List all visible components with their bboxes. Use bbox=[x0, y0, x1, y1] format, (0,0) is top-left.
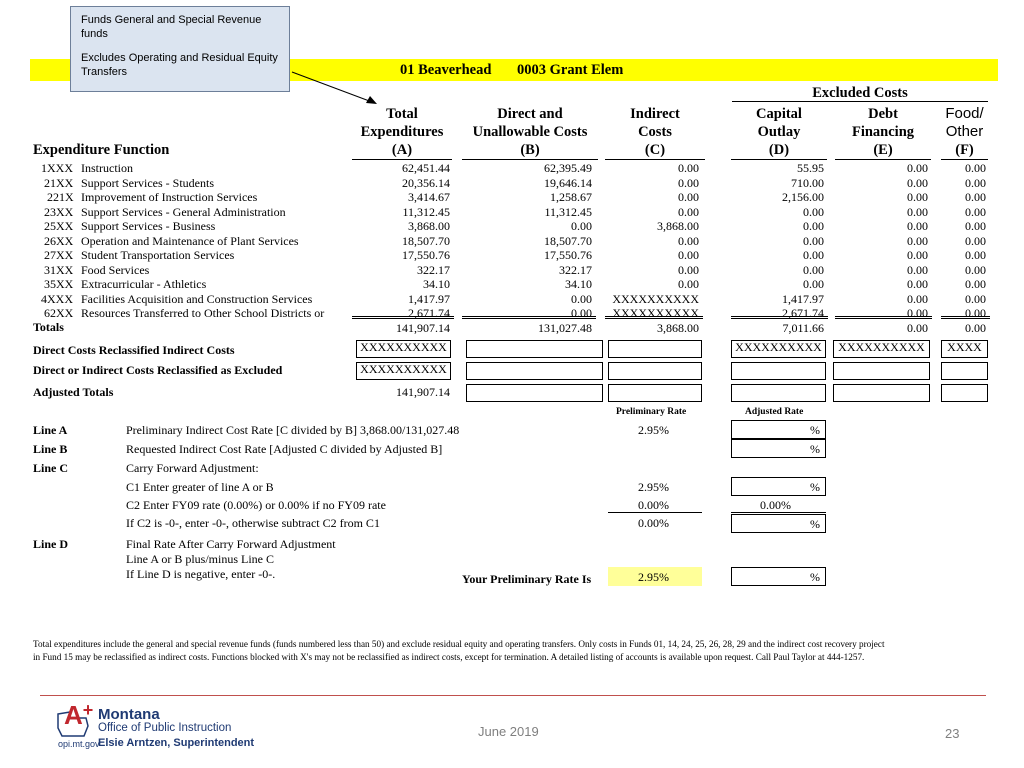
debt-financing-header-3: (E) bbox=[873, 142, 893, 158]
callout-note bbox=[70, 6, 290, 92]
line-d2-text: Line A or B plus/minus Line C bbox=[126, 552, 275, 566]
line-c1-text: C1 Enter greater of line A or B bbox=[126, 480, 274, 494]
row-value-e: 0.00 bbox=[907, 204, 928, 219]
direct-unallowable-header-rule bbox=[462, 159, 598, 160]
reclass-excluded-a-blocked: XXXXXXXXXX bbox=[356, 362, 451, 380]
adjusted-rate-header: Adjusted Rate bbox=[745, 407, 804, 417]
row-code: 26XX bbox=[44, 233, 74, 248]
direct-unallowable-header-2: Unallowable Costs bbox=[472, 124, 588, 140]
row-value-e: 0.00 bbox=[907, 277, 928, 291]
row-value-c: 0.00 bbox=[678, 248, 699, 262]
row-value-b: 11,312.45 bbox=[544, 204, 592, 219]
indirect-costs-header-1: Indirect bbox=[630, 106, 680, 122]
line-c2-text: C2 Enter FY09 rate (0.00%) or 0.00% if no FY09 rate bbox=[126, 498, 386, 512]
reclass-excluded-f-input[interactable] bbox=[941, 362, 988, 380]
line-c2-rate: 0.00% bbox=[638, 498, 669, 512]
row-code: 21XX bbox=[44, 175, 74, 190]
row-code: 23XX bbox=[44, 204, 74, 219]
debt-financing-header-1: Debt bbox=[868, 106, 898, 122]
totals-rule-f bbox=[941, 316, 990, 319]
food-other-header-rule bbox=[941, 159, 988, 160]
row-function-name: Operation and Maintenance of Plant Services bbox=[81, 233, 299, 248]
reclass-excluded-b-input[interactable] bbox=[466, 362, 603, 380]
row-value-e: 0.00 bbox=[907, 219, 928, 233]
reclass-excluded-label: Direct or Indirect Costs Reclassified as Excluded bbox=[33, 363, 283, 377]
line-d-label: Line D bbox=[33, 537, 69, 551]
logo-site: opi.mt.gov bbox=[58, 739, 100, 749]
row-value-d: 0.00 bbox=[803, 262, 824, 277]
direct-unallowable-header-1: Direct and bbox=[497, 106, 563, 122]
row-function-name: Support Services - Students bbox=[81, 175, 214, 190]
row-code: 35XX bbox=[44, 277, 74, 291]
totals-value-b: 131,027.48 bbox=[538, 321, 592, 335]
line-c1-adjusted-input[interactable] bbox=[731, 477, 826, 496]
adjusted-total-a: 141,907.14 bbox=[396, 385, 450, 399]
row-function-name: Instruction bbox=[81, 161, 133, 175]
line-b-pct: % bbox=[810, 442, 820, 456]
total-expenditures-header-2: Expenditures bbox=[360, 124, 444, 140]
row-function-name: Support Services - General Administration bbox=[81, 204, 286, 219]
row-value-e: 0.00 bbox=[907, 262, 928, 277]
row-value-d: 55.95 bbox=[797, 161, 824, 175]
row-value-e: 0.00 bbox=[907, 190, 928, 204]
logo-office: Office of Public Instruction bbox=[98, 722, 232, 734]
capital-outlay-header-3: (D) bbox=[768, 142, 790, 158]
line-d-pct: % bbox=[810, 570, 820, 584]
row-value-c: 0.00 bbox=[678, 190, 699, 204]
row-value-f: 0.00 bbox=[965, 161, 986, 175]
a-plus-mark: A+ bbox=[64, 700, 94, 730]
food-other-header-3: (F) bbox=[955, 142, 974, 158]
line-c3-pct: % bbox=[810, 517, 820, 531]
row-value-f: 0.00 bbox=[965, 204, 986, 219]
row-value-b: 34.10 bbox=[565, 277, 592, 291]
row-value-a: 322.17 bbox=[417, 262, 450, 277]
line-a-label: Line A bbox=[33, 423, 68, 437]
row-value-c: 0.00 bbox=[678, 262, 699, 277]
line-c-text: Carry Forward Adjustment: bbox=[126, 461, 259, 475]
logo-montana: Montana bbox=[98, 706, 160, 723]
reclass-excluded-e-input[interactable] bbox=[833, 362, 930, 380]
excluded-costs-header: Excluded Costs bbox=[812, 85, 908, 101]
line-b-adjusted-input[interactable] bbox=[731, 439, 826, 458]
row-value-e: 0.00 bbox=[907, 306, 928, 320]
row-value-f: 0.00 bbox=[965, 277, 986, 291]
row-value-c: XXXXXXXXXX bbox=[612, 306, 699, 320]
indirect-costs-header-3: (C) bbox=[644, 142, 666, 158]
line-d3-text: If Line D is negative, enter -0-. bbox=[126, 567, 276, 581]
line-d1-text: Final Rate After Carry Forward Adjustment bbox=[126, 537, 336, 551]
reclass-indirect-a-blocked: XXXXXXXXXX bbox=[356, 340, 451, 358]
line-c-label: Line C bbox=[33, 461, 69, 475]
your-rate-value: 2.95% bbox=[638, 570, 669, 584]
row-value-c: 0.00 bbox=[678, 277, 699, 291]
capital-outlay-header-1: Capital bbox=[756, 106, 802, 122]
totals-value-a: 141,907.14 bbox=[396, 321, 450, 335]
footnote-line-1: Total expenditures include the general and special revenue funds (funds numbered less than 50) and exclude residual equity and operating transfers. Only costs in Funds 01, 14, 24, 25, 26, 28, 29 and the indirect cost recovery project bbox=[33, 639, 885, 649]
row-value-a: 3,414.67 bbox=[408, 190, 450, 204]
row-code: 27XX bbox=[44, 248, 74, 262]
line-a-adjusted-input[interactable] bbox=[731, 420, 826, 439]
row-value-c: 0.00 bbox=[678, 233, 699, 248]
row-value-d: 0.00 bbox=[803, 204, 824, 219]
line-c2-rule-prelim bbox=[608, 512, 702, 513]
your-rate-label: Your Preliminary Rate Is bbox=[462, 572, 592, 586]
adjusted-b-input[interactable] bbox=[466, 384, 603, 402]
row-value-c: 0.00 bbox=[678, 175, 699, 190]
row-function-name: Food Services bbox=[81, 262, 150, 277]
row-value-c: 0.00 bbox=[678, 204, 699, 219]
county-name: 01 Beaverhead bbox=[400, 62, 492, 78]
row-value-d: 0.00 bbox=[803, 248, 824, 262]
row-value-f: 0.00 bbox=[965, 190, 986, 204]
food-other-header-1: Food/ bbox=[945, 105, 984, 122]
totals-rule-a bbox=[352, 316, 454, 319]
adjusted-d-input[interactable] bbox=[731, 384, 826, 402]
reclass-excluded-c-input[interactable] bbox=[608, 362, 702, 380]
row-value-f: 0.00 bbox=[965, 219, 986, 233]
footer-date: June 2019 bbox=[478, 724, 539, 739]
adjusted-totals-label: Adjusted Totals bbox=[33, 385, 114, 399]
totals-label: Totals bbox=[33, 320, 64, 334]
row-function-name: Support Services - Business bbox=[81, 219, 216, 233]
row-value-f: 0.00 bbox=[965, 291, 986, 306]
reclass-indirect-label: Direct Costs Reclassified Indirect Costs bbox=[33, 343, 235, 357]
adjusted-c-input[interactable] bbox=[608, 384, 702, 402]
line-c3-rate: 0.00% bbox=[638, 516, 669, 530]
row-value-d: 2,156.00 bbox=[782, 190, 824, 204]
line-d-adjusted-input[interactable] bbox=[731, 567, 826, 586]
debt-financing-header-2: Financing bbox=[851, 124, 915, 140]
row-value-b: 18,507.70 bbox=[544, 233, 592, 248]
total-expenditures-header-rule bbox=[352, 159, 452, 160]
row-value-b: 322.17 bbox=[559, 262, 592, 277]
page-number: 23 bbox=[945, 726, 960, 741]
line-a-text: Preliminary Indirect Cost Rate [C divided by B] 3,868.00/131,027.48 bbox=[126, 423, 460, 437]
opi-logo bbox=[56, 702, 256, 754]
indirect-costs-header-2: Costs bbox=[638, 124, 672, 140]
totals-value-d: 7,011.66 bbox=[782, 321, 824, 335]
row-value-f: 0.00 bbox=[965, 175, 986, 190]
reclass-indirect-e-blocked: XXXXXXXXXX bbox=[833, 340, 930, 358]
row-code: 1XXX bbox=[41, 161, 73, 175]
row-function-name: Improvement of Instruction Services bbox=[81, 190, 258, 204]
line-c3-text: If C2 is -0-, enter -0-, otherwise subtract C2 from C1 bbox=[126, 516, 380, 530]
food-other-header-2: Other bbox=[945, 123, 984, 140]
row-value-e: 0.00 bbox=[907, 233, 928, 248]
capital-outlay-header-2: Outlay bbox=[757, 124, 801, 140]
row-value-e: 0.00 bbox=[907, 248, 928, 262]
total-expenditures-header-3: (A) bbox=[391, 142, 413, 158]
totals-rule-b bbox=[462, 316, 596, 319]
line-c2-rule-adjusted bbox=[731, 512, 826, 513]
debt-financing-header-rule bbox=[835, 159, 931, 160]
row-value-b: 19,646.14 bbox=[544, 175, 592, 190]
row-value-b: 0.00 bbox=[571, 219, 592, 233]
row-function-name: Facilities Acquisition and Construction Services bbox=[81, 291, 313, 306]
totals-value-e: 0.00 bbox=[907, 321, 928, 335]
logo-superintendent: Elsie Arntzen, Superintendent bbox=[98, 737, 255, 749]
reclass-indirect-b-input[interactable] bbox=[466, 340, 603, 358]
row-function-name: Extracurricular - Athletics bbox=[81, 277, 207, 291]
row-value-f: 0.00 bbox=[965, 262, 986, 277]
line-b-label: Line B bbox=[33, 442, 68, 456]
row-value-a: 18,507.70 bbox=[402, 233, 450, 248]
row-value-e: 0.00 bbox=[907, 291, 928, 306]
totals-rule-e bbox=[835, 316, 932, 319]
row-value-e: 0.00 bbox=[907, 161, 928, 175]
footer-divider bbox=[40, 695, 986, 696]
row-value-d: 710.00 bbox=[791, 175, 824, 190]
row-value-c: 3,868.00 bbox=[657, 219, 699, 233]
adjusted-f-input[interactable] bbox=[941, 384, 988, 402]
row-value-a: 17,550.76 bbox=[402, 248, 450, 262]
line-c3-adjusted-input[interactable] bbox=[731, 514, 826, 533]
row-value-b: 0.00 bbox=[571, 306, 592, 320]
row-value-d: 0.00 bbox=[803, 277, 824, 291]
row-value-e: 0.00 bbox=[907, 175, 928, 190]
row-value-d: 0.00 bbox=[803, 219, 824, 233]
callout-line-2: Excludes Operating and Residual Equity Transfers bbox=[81, 52, 278, 78]
row-value-b: 62,395.49 bbox=[544, 161, 592, 175]
line-c1-rate: 2.95% bbox=[638, 480, 669, 494]
totals-value-c: 3,868.00 bbox=[657, 321, 699, 335]
row-value-f: 0.00 bbox=[965, 248, 986, 262]
excluded-costs-rule bbox=[732, 101, 988, 102]
callout-arrow bbox=[280, 66, 380, 108]
row-value-c: XXXXXXXXXX bbox=[612, 291, 699, 306]
row-code: 31XX bbox=[44, 262, 74, 277]
totals-rule-d bbox=[731, 316, 828, 319]
expenditure-function-header: Expenditure Function bbox=[33, 142, 170, 158]
adjusted-e-input[interactable] bbox=[833, 384, 930, 402]
line-a-pct: % bbox=[810, 423, 820, 437]
row-value-a: 11,312.45 bbox=[402, 204, 450, 219]
reclass-indirect-c-input[interactable] bbox=[608, 340, 702, 358]
row-code: 62XX bbox=[44, 306, 74, 320]
row-function-name: Student Transportation Services bbox=[81, 248, 235, 262]
district-name: 0003 Grant Elem bbox=[517, 62, 624, 78]
callout-line-1: Funds General and Special Revenue funds bbox=[81, 14, 262, 40]
row-value-a: 3,868.00 bbox=[408, 219, 450, 233]
totals-rule-c bbox=[605, 316, 703, 319]
reclass-indirect-d-blocked: XXXXXXXXXX bbox=[731, 340, 826, 358]
line-b-text: Requested Indirect Cost Rate [Adjusted C divided by Adjusted B] bbox=[126, 442, 443, 456]
capital-outlay-header-rule bbox=[731, 159, 827, 160]
line-c1-pct: % bbox=[810, 480, 820, 494]
row-code: 221X bbox=[47, 190, 74, 204]
row-value-b: 1,258.67 bbox=[550, 190, 592, 204]
row-function-name: Resources Transferred to Other School Districts or bbox=[81, 306, 325, 320]
direct-unallowable-header-3: (B) bbox=[520, 142, 540, 158]
row-value-b: 0.00 bbox=[571, 291, 592, 306]
row-value-a: 1,417.97 bbox=[408, 291, 450, 306]
preliminary-rate-header: Preliminary Rate bbox=[616, 407, 687, 417]
row-value-f: 0.00 bbox=[965, 306, 986, 320]
reclass-indirect-f-blocked: XXXX bbox=[941, 340, 988, 358]
row-value-d: 1,417.97 bbox=[782, 291, 824, 306]
line-a-rate: 2.95% bbox=[638, 423, 669, 437]
totals-value-f: 0.00 bbox=[965, 321, 986, 335]
row-value-f: 0.00 bbox=[965, 233, 986, 248]
row-value-b: 17,550.76 bbox=[544, 248, 592, 262]
indirect-costs-header-rule bbox=[605, 159, 705, 160]
row-value-a: 20,356.14 bbox=[402, 175, 450, 190]
row-value-c: 0.00 bbox=[678, 161, 699, 175]
row-value-a: 62,451.44 bbox=[402, 161, 450, 175]
reclass-excluded-d-input[interactable] bbox=[731, 362, 826, 380]
row-value-a: 2,671.74 bbox=[408, 306, 450, 320]
line-c2-adjusted-rate: 0.00% bbox=[760, 498, 791, 512]
footnote-line-2: in Fund 15 may be reclassified as indirect costs. Functions blocked with X's may not be reclassified as indirect costs, except for termination. A detailed listing of accounts is available upon request. Call Paul Taylor at 444-1257. bbox=[33, 652, 865, 662]
row-code: 25XX bbox=[44, 219, 74, 233]
row-value-d: 0.00 bbox=[803, 233, 824, 248]
row-value-d: 2,671.74 bbox=[782, 306, 824, 320]
total-expenditures-header-1: Total bbox=[386, 106, 418, 122]
row-value-a: 34.10 bbox=[423, 277, 450, 291]
row-code: 4XXX bbox=[41, 291, 73, 306]
